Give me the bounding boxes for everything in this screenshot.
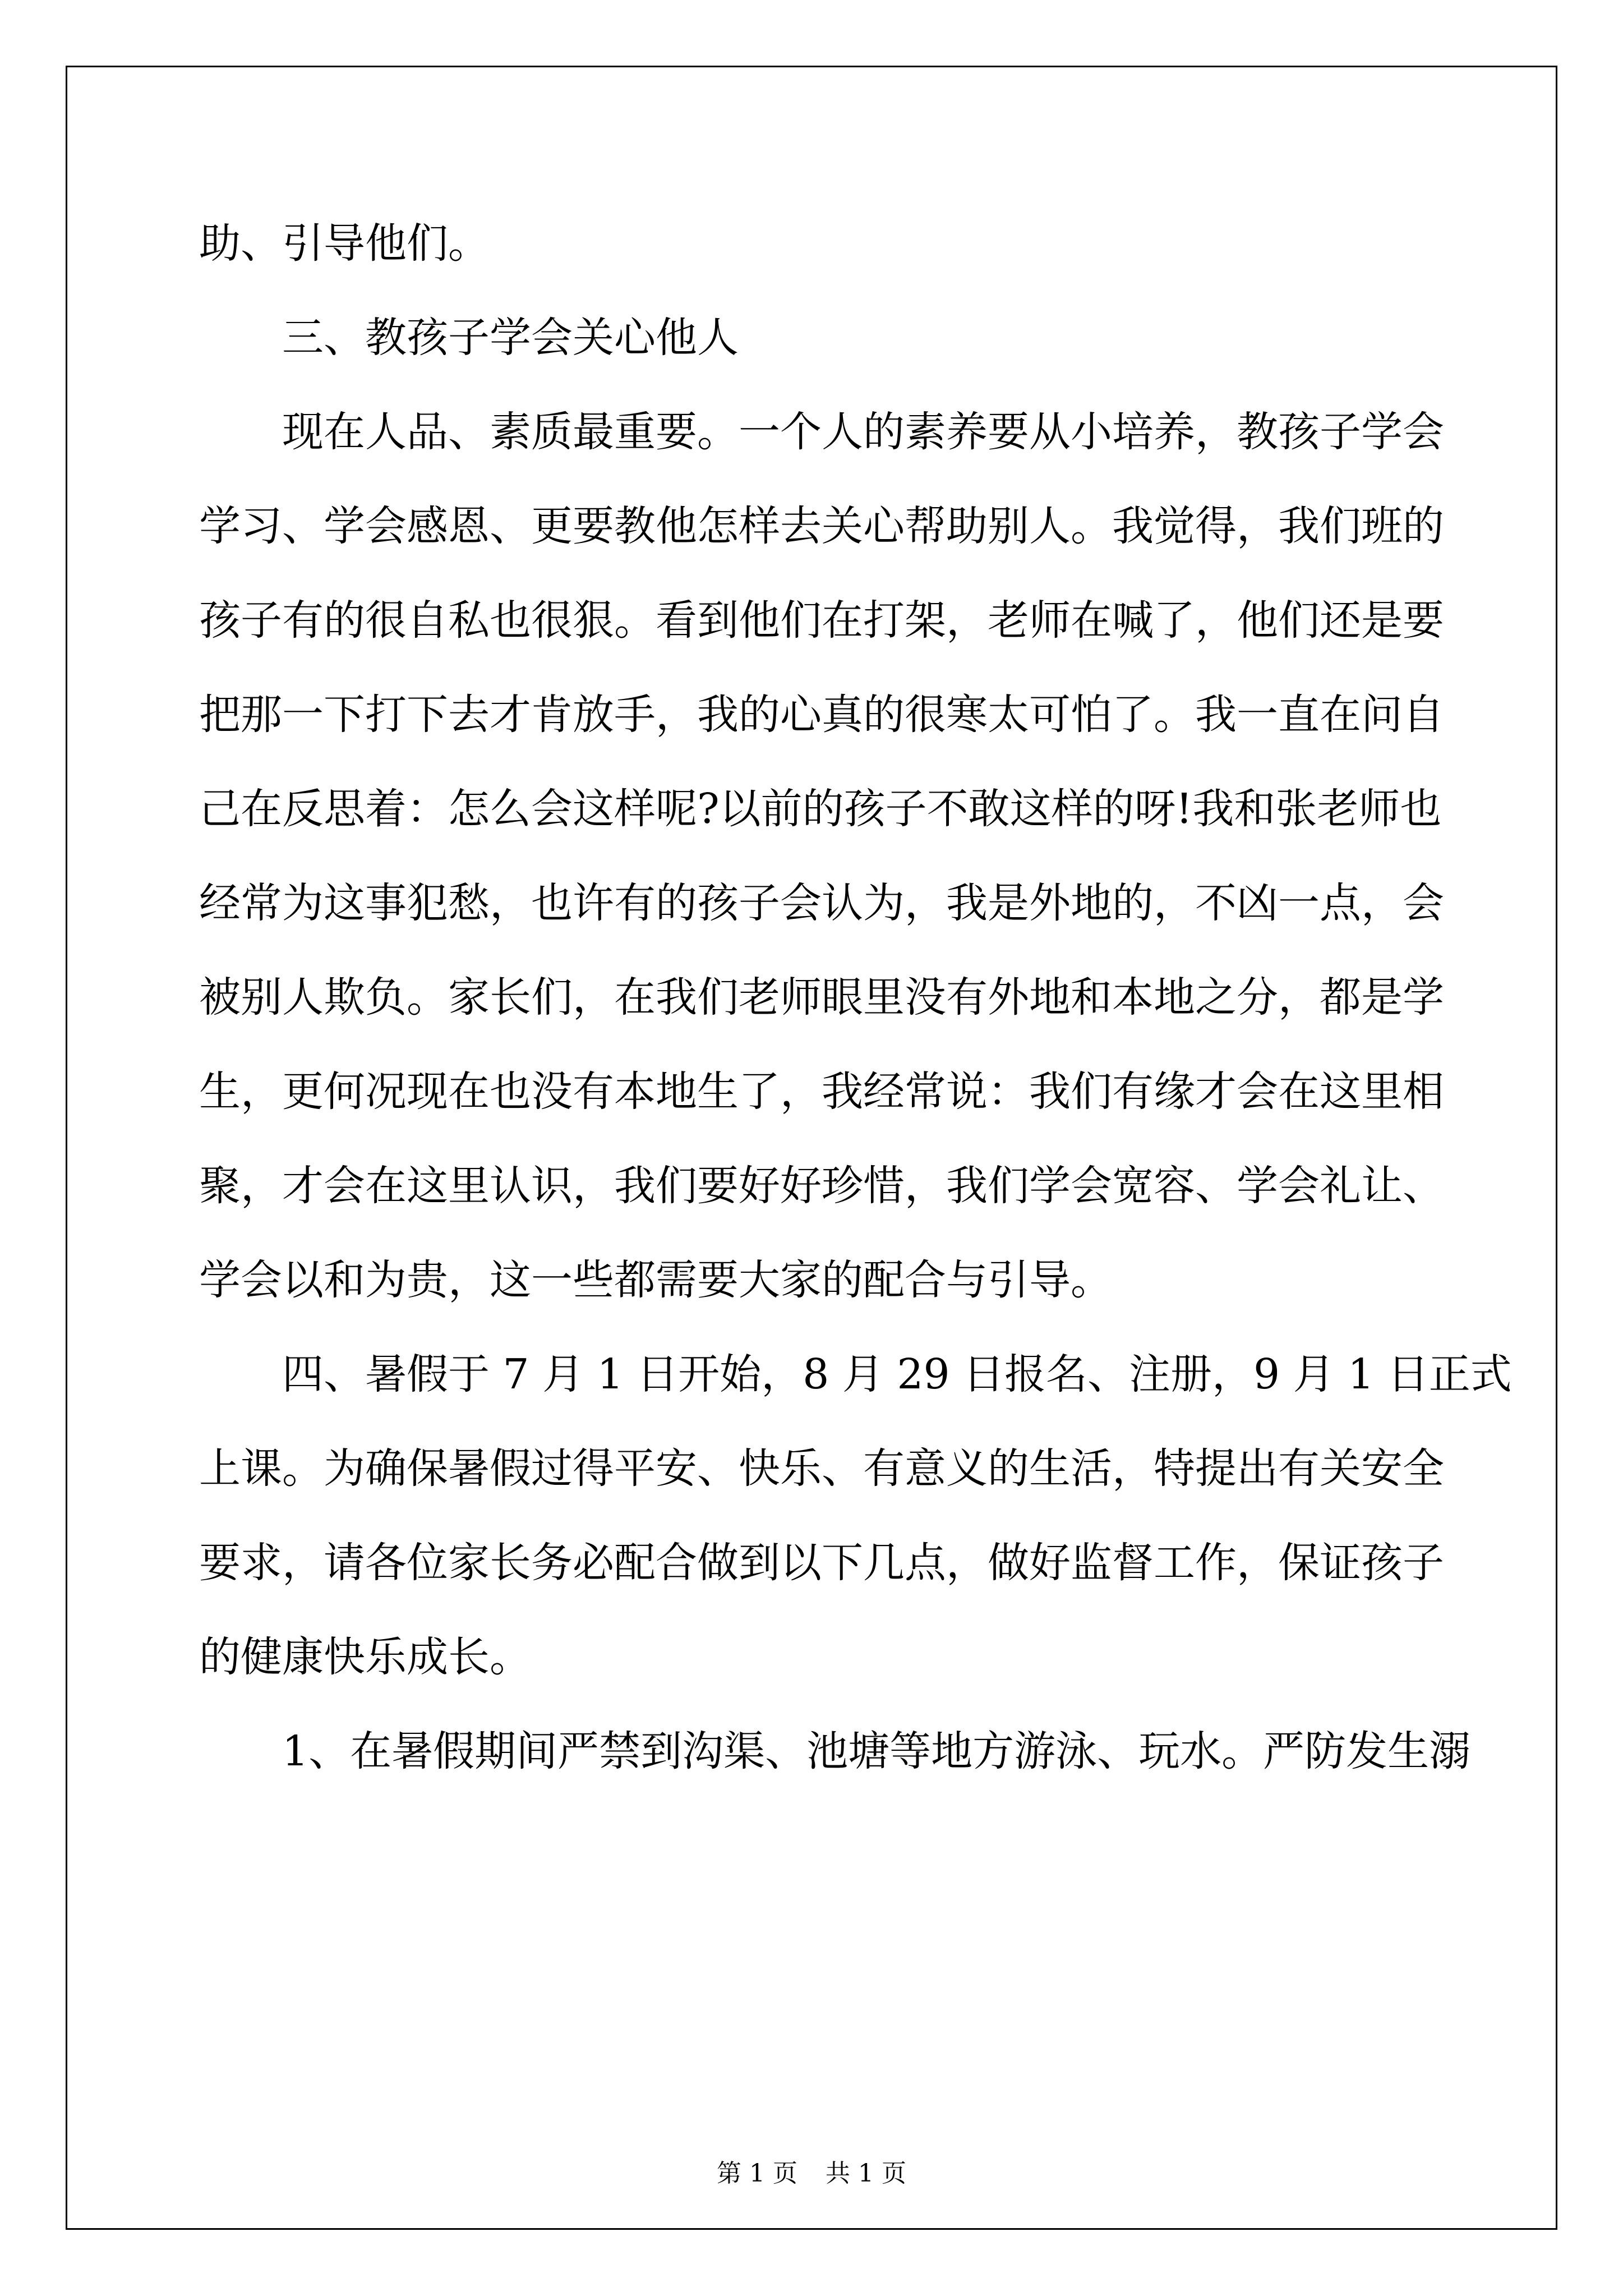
- text-line: 要求，请各位家长务必配合做到以下几点，做好监督工作，保证孩子: [199, 1539, 1444, 1587]
- text-line: 学习、学会感恩、更要教他怎样去关心帮助别人。我觉得，我们班的: [199, 502, 1444, 550]
- document-body: [199, 196, 1512, 1798]
- text-line: 上课。为确保暑假过得平安、快乐、有意义的生活，特提出有关安全: [199, 1444, 1444, 1493]
- page-number-current: 第 1 页: [717, 2159, 797, 2188]
- text-line: 孩子有的很自私也很狠。看到他们在打架，老师在喊了，他们还是要: [199, 596, 1444, 645]
- text-line: 聚，才会在这里认识，我们要好好珍惜，我们学会宽容、学会礼让、: [199, 1162, 1444, 1210]
- text-line: 己在反思着：怎么会这样呢?以前的孩子不敢这样的呀!我和张老师也: [199, 785, 1442, 833]
- page-number-total: 共 1 页: [826, 2159, 906, 2188]
- text-line: 的健康快乐成长。: [199, 1633, 531, 1681]
- text-line: 被别人欺负。家长们，在我们老师眼里没有外地和本地之分，都是学: [199, 973, 1444, 1022]
- text-line: 1、在暑假期间严禁到沟渠、池塘等地方游泳、玩水。严防发生溺: [282, 1727, 1471, 1775]
- text-line: 学会以和为贵，这一些都需要大家的配合与引导。: [199, 1256, 1112, 1304]
- text-line: 助、引导他们。: [199, 219, 490, 268]
- text-line: 现在人品、素质最重要。一个人的素养要从小培养，教孩子学会: [282, 408, 1444, 456]
- text-line: 经常为这事犯愁，也许有的孩子会认为，我是外地的，不凶一点，会: [199, 879, 1444, 927]
- text-line: 把那一下打下去才肯放手，我的心真的很寒太可怕了。我一直在问自: [199, 691, 1444, 739]
- text-line: 生，更何况现在也没有本地生了，我经常说：我们有缘才会在这里相: [199, 1068, 1444, 1116]
- page-footer: [0, 2153, 1623, 2189]
- text-line: 四、暑假于 7 月 1 日开始，8 月 29 日报名、注册，9 月 1 日正式: [282, 1350, 1512, 1398]
- section-heading: 三、教孩子学会关心他人: [282, 314, 739, 362]
